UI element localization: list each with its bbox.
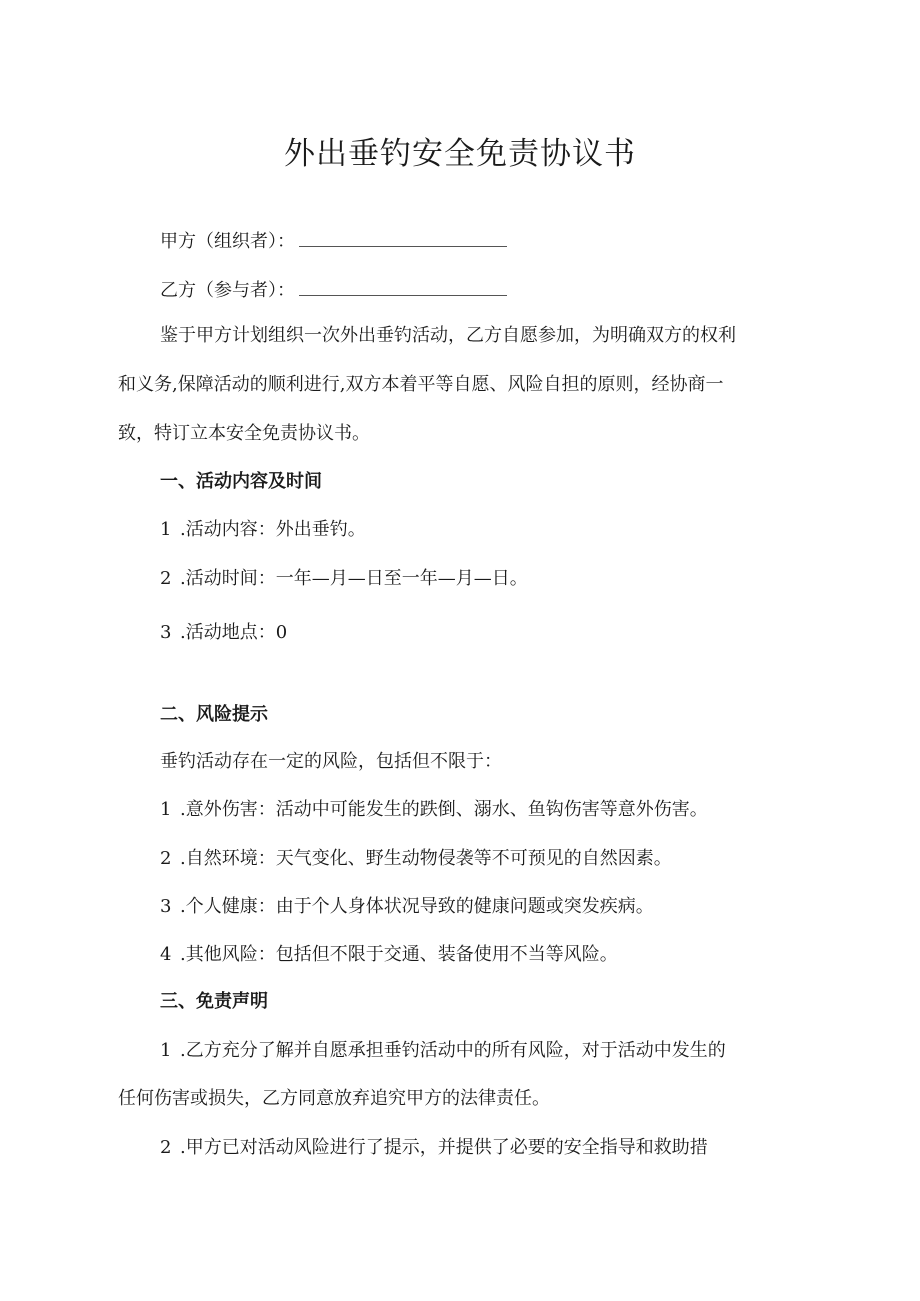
item-number: 1 [160,799,172,820]
section-1-item-2 [160,567,528,591]
section-2-item-1 [160,798,708,822]
item-text: .活动时间：一年—月—日至一年—月—日。 [180,568,528,589]
intro-line-3: 致，特订立本安全免责协议书。 [118,423,370,444]
item-number: 1 [160,1040,172,1061]
section-2-item-4 [160,943,618,967]
party-b-label: 乙方（参与者）： [160,280,295,301]
item-number: 2 [160,848,172,869]
item-text: .其他风险：包括但不限于交通、装备使用不当等风险。 [180,944,618,965]
item-number: 2 [160,1137,172,1158]
item-number: 1 [160,519,172,540]
party-a-blank[interactable] [299,228,507,247]
section-3-heading: 三、免责声明 [160,991,268,1012]
item-text: .自然环境：天气变化、野生动物侵袭等不可预见的自然因素。 [180,848,672,869]
item-number: 3 [160,622,172,643]
section-3-item-1 [160,1039,726,1063]
section-1-item-1 [160,518,366,542]
section-1-heading: 一、活动内容及时间 [160,471,322,492]
intro-line-1: 鉴于甲方计划组织一次外出垂钓活动，乙方自愿参加，为明确双方的权利 [160,325,736,346]
party-a-line [160,228,507,254]
section-1-item-3 [160,621,287,645]
section-2-item-3 [160,895,654,919]
section-2-lead: 垂钓活动存在一定的风险，包括但不限于： [160,751,502,772]
section-3-item-2 [160,1136,708,1160]
section-2-heading: 二、风险提示 [160,704,268,725]
party-b-line [160,277,507,303]
document-title: 外出垂钓安全免责协议书 [284,136,636,172]
party-a-label: 甲方（组织者）： [160,231,295,252]
item-text: .意外伤害：活动中可能发生的跌倒、溺水、鱼钩伤害等意外伤害。 [180,799,708,820]
item-text: .活动内容：外出垂钓。 [180,519,366,540]
item-text: .甲方已对活动风险进行了提示，并提供了必要的安全指导和救助措 [180,1137,708,1158]
intro-line-2: 和义务,保障活动的顺利进行,双方本着平等自愿、风险自担的原则，经协商一 [118,374,724,395]
item-number: 2 [160,568,172,589]
item-number: 3 [160,896,172,917]
item-text: .个人健康：由于个人身体状况导致的健康问题或突发疾病。 [180,896,654,917]
item-text: .乙方充分了解并自愿承担垂钓活动中的所有风险，对于活动中发生的 [180,1040,726,1061]
section-3-item-1-cont: 任何伤害或损失，乙方同意放弃追究甲方的法律责任。 [118,1088,550,1109]
item-number: 4 [160,944,172,965]
section-2-item-2 [160,847,672,871]
party-b-blank[interactable] [299,277,507,296]
item-text: .活动地点：0 [180,622,288,643]
